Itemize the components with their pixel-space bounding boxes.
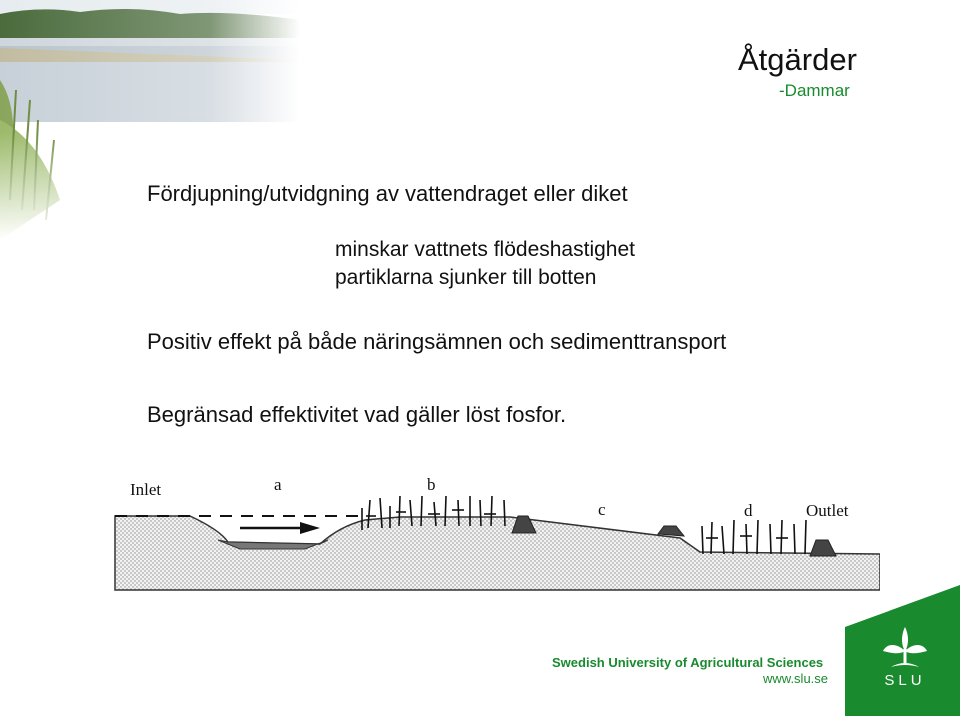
- slide-title: Åtgärder: [738, 42, 857, 77]
- ground-profile: [115, 516, 880, 590]
- slu-logo: [845, 585, 960, 716]
- sub-bullet-velocity: minskar vattnets flödeshastighet: [335, 238, 635, 261]
- vegetation-zone-d: [702, 520, 806, 554]
- bullet-positive-effect: Positiv effekt på både näringsämnen och sedimenttransport: [147, 329, 727, 354]
- footer-organization: Swedish University of Agricultural Sciences: [552, 655, 824, 670]
- label-d: d: [744, 501, 753, 520]
- stone-outlet: [810, 540, 836, 556]
- label-a: a: [274, 475, 282, 494]
- footer-website-link[interactable]: www.slu.se: [763, 671, 829, 686]
- label-b: b: [427, 475, 436, 494]
- label-c: c: [598, 500, 606, 519]
- label-outlet: Outlet: [806, 501, 849, 520]
- bullet-limited-effect: Begränsad effektivitet vad gäller löst fosfor.: [147, 402, 567, 427]
- flow-arrow-icon: [240, 522, 320, 534]
- bullet-deepening: Fördjupning/utvidgning av vattendraget eller diket: [147, 181, 628, 206]
- label-inlet: Inlet: [130, 480, 162, 499]
- pond-cross-section-diagram: [100, 470, 880, 600]
- stone-c: [658, 526, 684, 536]
- slide-subtitle: -Dammar: [779, 81, 850, 100]
- logo-text: SLU: [884, 672, 926, 689]
- sub-bullet-sedimentation: partiklarna sjunker till botten: [335, 266, 597, 289]
